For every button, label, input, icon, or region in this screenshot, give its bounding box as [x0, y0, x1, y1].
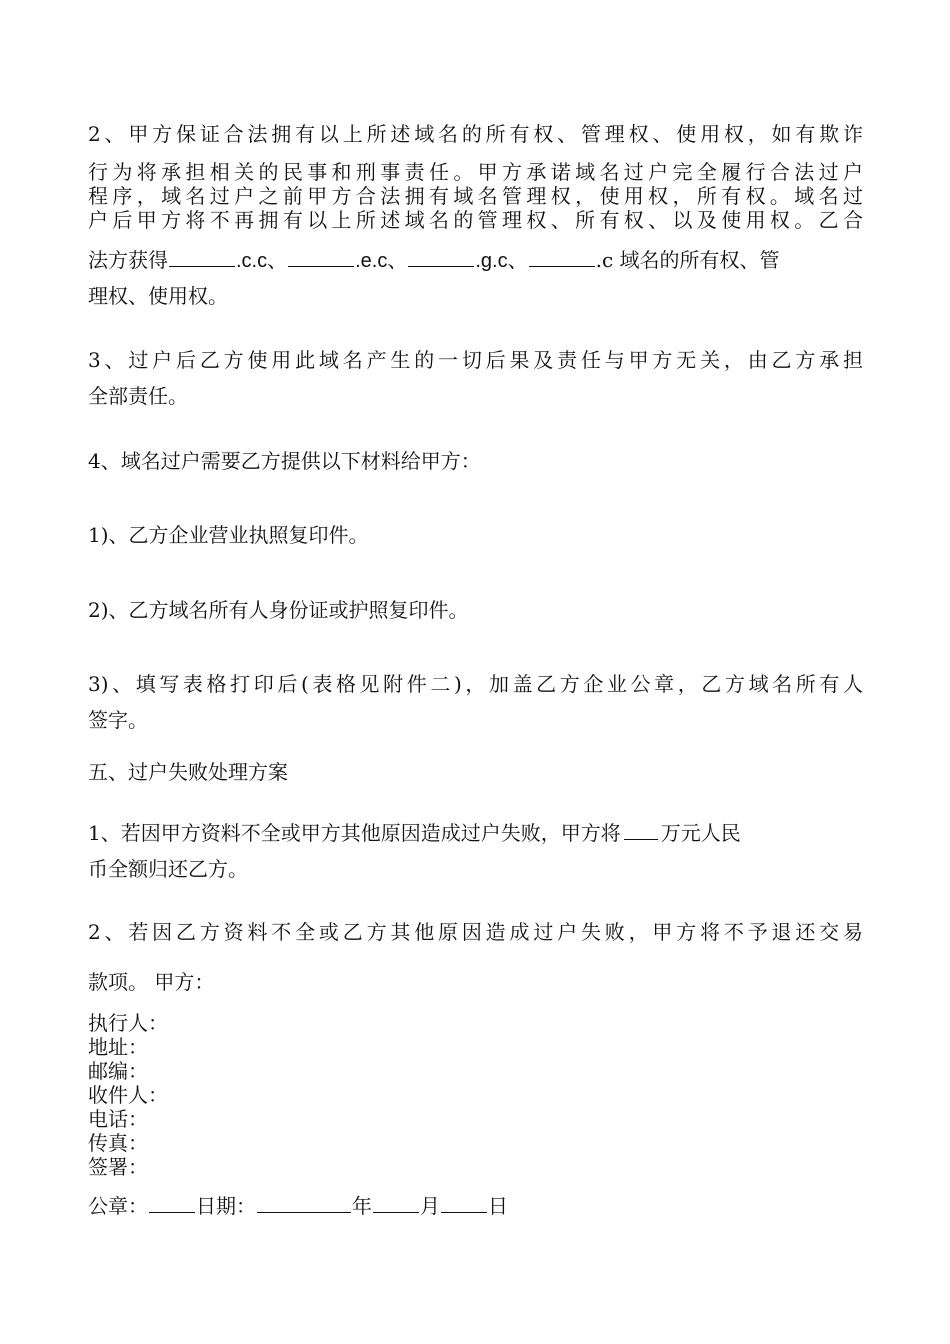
month-label: 月 [420, 1194, 440, 1218]
phone-label: 电话： [88, 1107, 148, 1131]
fax-label: 传真： [88, 1131, 148, 1155]
clause-2-domains [88, 242, 863, 314]
domain-blank-4 [529, 248, 595, 267]
item-1-text: 1)、乙方企业营业执照复印件。 [88, 523, 369, 547]
amount-blank [624, 821, 658, 840]
fail-clause-2-end [88, 964, 863, 1000]
clause-2-line-5-text-d: .g.c、 [475, 250, 528, 272]
item-2 [88, 592, 863, 628]
fail-clause-1-text-b: 万元人民 [660, 821, 741, 845]
recipient-label: 收件人： [88, 1083, 168, 1107]
clause-3-line-2: 全部责任。 [88, 384, 188, 408]
section-5-heading: 五、过户失败处理方案 [88, 760, 288, 784]
clause-2 [88, 116, 863, 152]
party-a-fields [88, 1011, 863, 1179]
seal-label: 公章： [88, 1194, 148, 1218]
fail-clause-1-line-1 [88, 815, 863, 851]
section-5 [88, 754, 863, 790]
clause-4-line-1: 4、域名过户需要乙方提供以下材料给甲方： [88, 449, 481, 473]
clause-2-body [88, 160, 863, 232]
fail-clause-2-line-2: 款项。 甲方： [88, 970, 215, 994]
year-label: 年 [352, 1194, 372, 1218]
fail-clause-2 [88, 914, 863, 950]
date-label: 日期： [196, 1194, 256, 1218]
clause-3-line-1: 3、过户后乙方使用此域名产生的一切后果及责任与甲方无关，由乙方承担 [88, 348, 863, 372]
signature-label: 签署： [88, 1155, 148, 1179]
item-1 [88, 517, 863, 553]
clause-2-line-5-text-c: .e.c、 [355, 250, 408, 272]
domain-blank-3 [408, 248, 474, 267]
item-3-line-1: 3)、填写表格打印后(表格见附件二)，加盖乙方企业公章，乙方域名所有人 [88, 672, 863, 696]
seal-blank [149, 1194, 195, 1213]
day-blank [441, 1194, 487, 1213]
clause-2-line-5 [88, 242, 863, 278]
domain-blank-1 [169, 248, 235, 267]
fail-clause-1-line-2: 币全额归还乙方。 [88, 857, 248, 881]
month-blank [373, 1194, 419, 1213]
fail-clause-1 [88, 815, 863, 887]
clause-2-line-1: 2、甲方保证合法拥有以上所述域名的所有权、管理权、使用权，如有欺诈 [88, 122, 863, 146]
year-blank [257, 1194, 351, 1213]
address-label: 地址： [88, 1035, 148, 1059]
clause-2-line-6: 理权、使用权。 [88, 284, 228, 308]
clause-2-line-5-text-a: 法方获得 [88, 248, 168, 272]
domain-blank-2 [288, 248, 354, 267]
clause-4 [88, 443, 863, 479]
fail-clause-1-text-a: 1、若因甲方资料不全或甲方其他原因造成过户失败，甲方将 [88, 821, 621, 845]
seal-date-text [88, 1188, 863, 1224]
day-label: 日 [488, 1194, 508, 1218]
seal-date-line [88, 1188, 863, 1224]
item-2-text: 2)、乙方域名所有人身份证或护照复印件。 [88, 598, 469, 622]
clause-2-line-2: 行为将承担相关的民事和刑事责任。甲方承诺域名过户完全履行合法过户 [88, 160, 863, 184]
postcode-label: 邮编： [88, 1059, 148, 1083]
clause-2-line-5-text-b: .c.c、 [236, 250, 288, 272]
item-3-line-2: 签字。 [88, 708, 148, 732]
fail-clause-2-line-1: 2、若因乙方资料不全或乙方其他原因造成过户失败，甲方将不予退还交易 [88, 920, 863, 944]
item-3 [88, 666, 863, 738]
clause-2-line-5-text-e: .c 域名的所有权、管 [595, 248, 780, 272]
executor-label: 执行人： [88, 1011, 168, 1035]
clause-2-line-4: 户后甲方将不再拥有以上所述域名的管理权、所有权、以及使用权。乙合 [88, 208, 863, 232]
clause-3 [88, 342, 863, 414]
clause-2-line-3: 程序，域名过户之前甲方合法拥有域名管理权，使用权，所有权。域名过 [88, 184, 863, 208]
